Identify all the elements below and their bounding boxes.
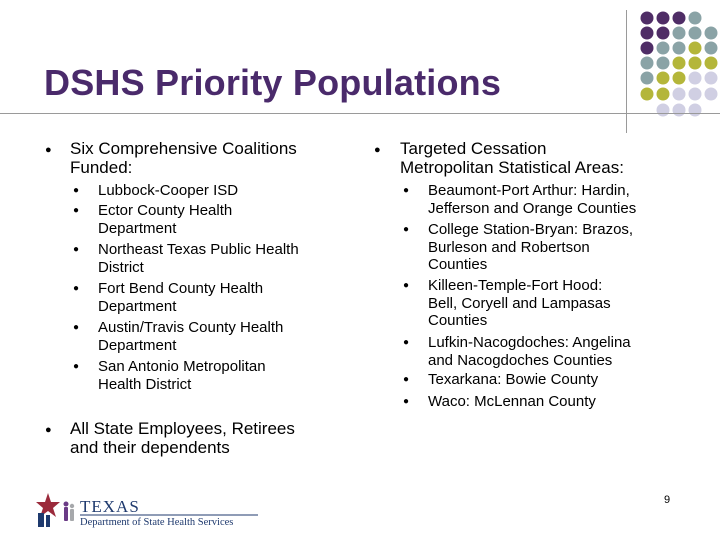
texas-star-icon (36, 493, 60, 527)
logo-texas-text: TEXAS (80, 497, 140, 516)
right-item-6: Waco: McLennan County (428, 393, 596, 410)
dot-row-5 (641, 72, 718, 85)
bullet-icon: ● (403, 396, 410, 407)
dot-row-3 (641, 42, 718, 55)
right-item-3: Killeen-Temple-Fort Hood: Bell, Coryell and Lampasas Counties (428, 277, 611, 329)
figures-icon (64, 502, 75, 522)
right-item-5: Texarkana: Bowie County (428, 371, 599, 388)
bullet-icon: ● (403, 185, 410, 196)
dshs-logo (34, 491, 274, 531)
left-footer: All State Employees, Retirees and their dependents (70, 419, 295, 457)
bullet-icon: ● (403, 280, 410, 291)
right-heading: Targeted Cessation Metropolitan Statistical Areas: (400, 139, 624, 177)
left-item-3: Northeast Texas Public Health District (98, 241, 299, 276)
left-heading: Six Comprehensive Coalitions Funded: (70, 139, 297, 177)
right-item-1: Beaumont-Port Arthur: Hardin, Jefferson and Orange Counties (428, 182, 637, 217)
bullet-icon: ● (73, 185, 80, 196)
dot-row-2 (641, 27, 718, 40)
bullet-icon: ● (403, 374, 410, 385)
bullet-icon: ● (403, 337, 410, 348)
left-item-5: Austin/Travis County Health Department (98, 319, 284, 354)
bullet-icon: ● (374, 144, 381, 156)
page-number: 9 (664, 494, 671, 506)
left-item-4: Fort Bend County Health Department (98, 280, 264, 315)
title-underline (0, 113, 720, 114)
bullet-icon: ● (73, 244, 80, 255)
dot-row-7 (657, 104, 702, 117)
bullet-icon: ● (45, 144, 52, 156)
dot-row-1 (641, 12, 702, 25)
left-item-2: Ector County Health Department (98, 202, 233, 237)
bullet-icon: ● (45, 424, 52, 436)
dot-row-4 (641, 57, 718, 70)
left-item-6: San Antonio Metropolitan Health District (98, 358, 266, 393)
bullet-icon: ● (73, 205, 80, 216)
dot-row-6 (641, 88, 718, 101)
logo-department-text: Department of State Health Services (80, 517, 234, 528)
right-item-2: College Station-Bryan: Brazos, Burleson and Robertson Counties (428, 221, 634, 273)
slide-title: DSHS Priority Populations (44, 62, 502, 103)
bullet-icon: ● (73, 283, 80, 294)
left-item-1: Lubbock-Cooper ISD (98, 182, 239, 199)
vertical-divider (626, 10, 627, 133)
bullet-icon: ● (403, 224, 410, 235)
bullet-icon: ● (73, 322, 80, 333)
right-item-4: Lufkin-Nacogdoches: Angelina and Nacogdoches Counties (428, 334, 631, 369)
bullet-icon: ● (73, 361, 80, 372)
